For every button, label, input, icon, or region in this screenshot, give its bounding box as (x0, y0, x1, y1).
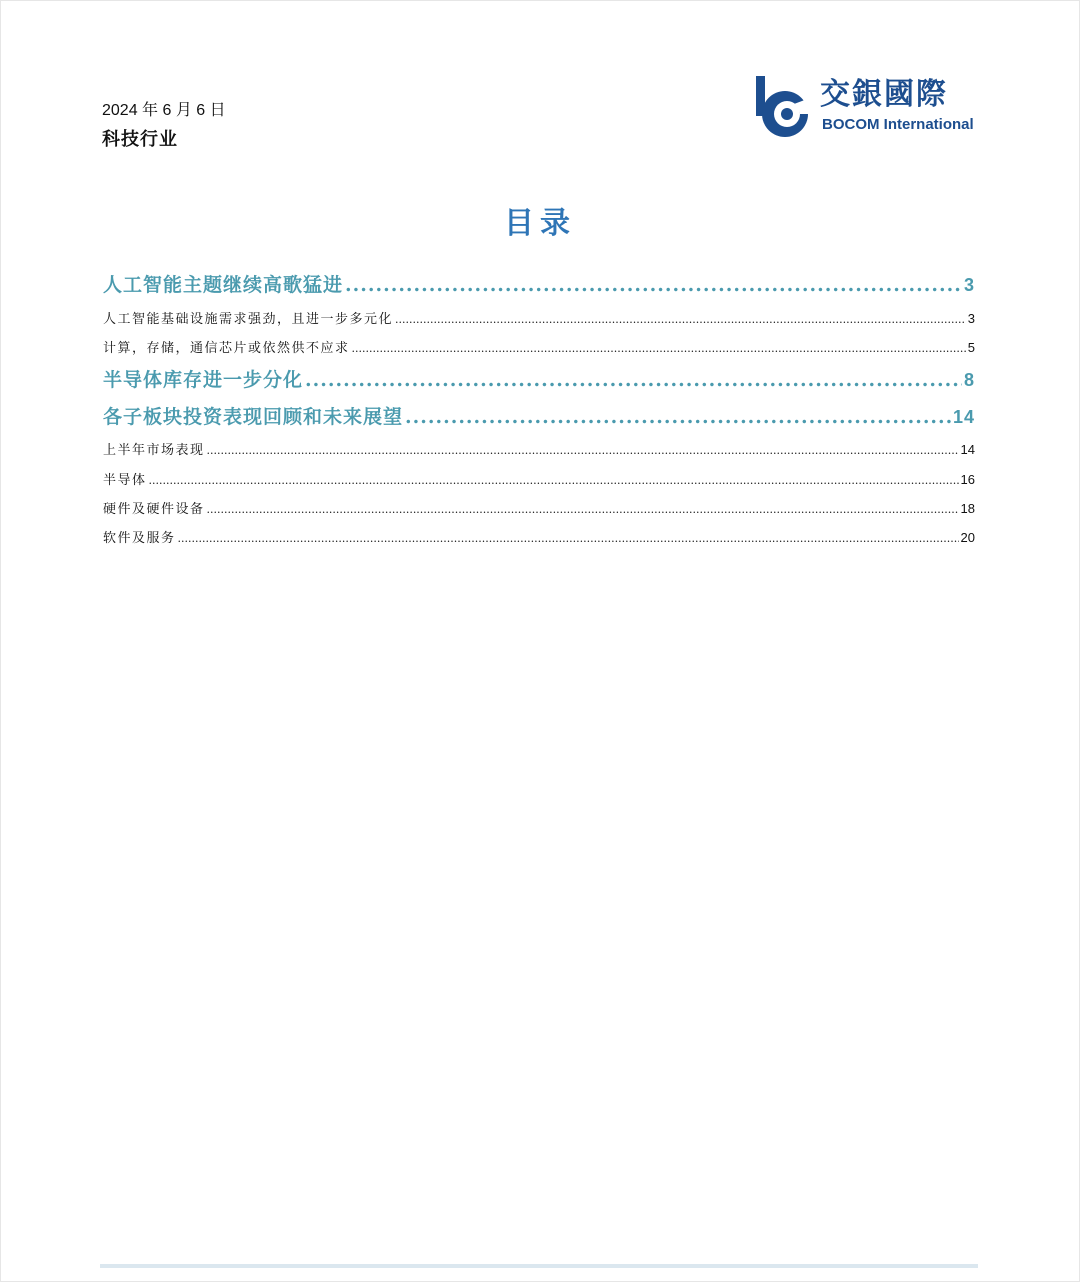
toc-entry-subheading[interactable] (103, 338, 975, 359)
bocom-logo-icon (754, 76, 812, 138)
toc-dot-leader (395, 310, 966, 330)
toc-entry-label: 各子板块投资表现回顾和未来展望 (103, 406, 404, 428)
toc-entry-label: 人工智能基础设施需求强劲，且进一步多元化 (103, 312, 394, 327)
toc-entry-subheading[interactable] (103, 499, 975, 520)
toc-entry-subheading[interactable] (103, 470, 975, 491)
toc-dot-leader (149, 471, 959, 491)
toc-page-number: 5 (967, 340, 975, 355)
toc-entry-heading[interactable] (103, 366, 975, 394)
toc-page-number: 3 (963, 275, 975, 295)
toc-entry-label: 人工智能主题继续高歌猛进 (103, 274, 344, 296)
toc-page-number: 14 (960, 442, 975, 457)
toc-page-number: 8 (963, 370, 975, 390)
toc-entry-subheading[interactable] (103, 309, 975, 330)
toc-dot-leader (305, 366, 962, 394)
toc-entry-label: 硬件及硬件设备 (103, 502, 205, 517)
toc-entry-heading[interactable] (103, 271, 975, 299)
toc-dot-leader (178, 529, 959, 549)
toc-dot-leader (207, 500, 959, 520)
toc-entry-label: 计算，存储，通信芯片或依然供不应求 (103, 341, 350, 356)
toc-page-number: 16 (960, 472, 975, 487)
industry-label: 科技行业 (102, 129, 178, 150)
toc-entry-label: 半导体库存进一步分化 (103, 369, 304, 391)
logo-chinese-name: 交銀國際 (820, 77, 948, 112)
toc-page-number: 3 (967, 311, 975, 326)
report-date: 2024 年 6 月 6 日 (102, 102, 226, 119)
toc-entry-label: 上半年市场表现 (103, 443, 205, 458)
toc-page-number: 20 (960, 530, 975, 545)
toc-entry-subheading[interactable] (103, 528, 975, 549)
toc-page-number: 18 (960, 501, 975, 516)
toc-entry-label: 软件及服务 (103, 531, 176, 546)
toc-entry-subheading[interactable] (103, 440, 975, 461)
footer-divider (100, 1264, 978, 1268)
bocom-logo (754, 76, 980, 138)
toc-title: 目录 (504, 206, 576, 241)
toc-entry-label: 半导体 (103, 473, 147, 488)
logo-english-name: BOCOM International (822, 116, 974, 133)
toc-dot-leader (345, 271, 962, 299)
toc-dot-leader (207, 441, 959, 461)
toc-dot-leader (405, 403, 951, 431)
toc-entry-heading[interactable] (103, 403, 975, 431)
toc-dot-leader (352, 339, 966, 359)
report-header (102, 100, 226, 152)
toc-page-number: 14 (952, 407, 975, 427)
